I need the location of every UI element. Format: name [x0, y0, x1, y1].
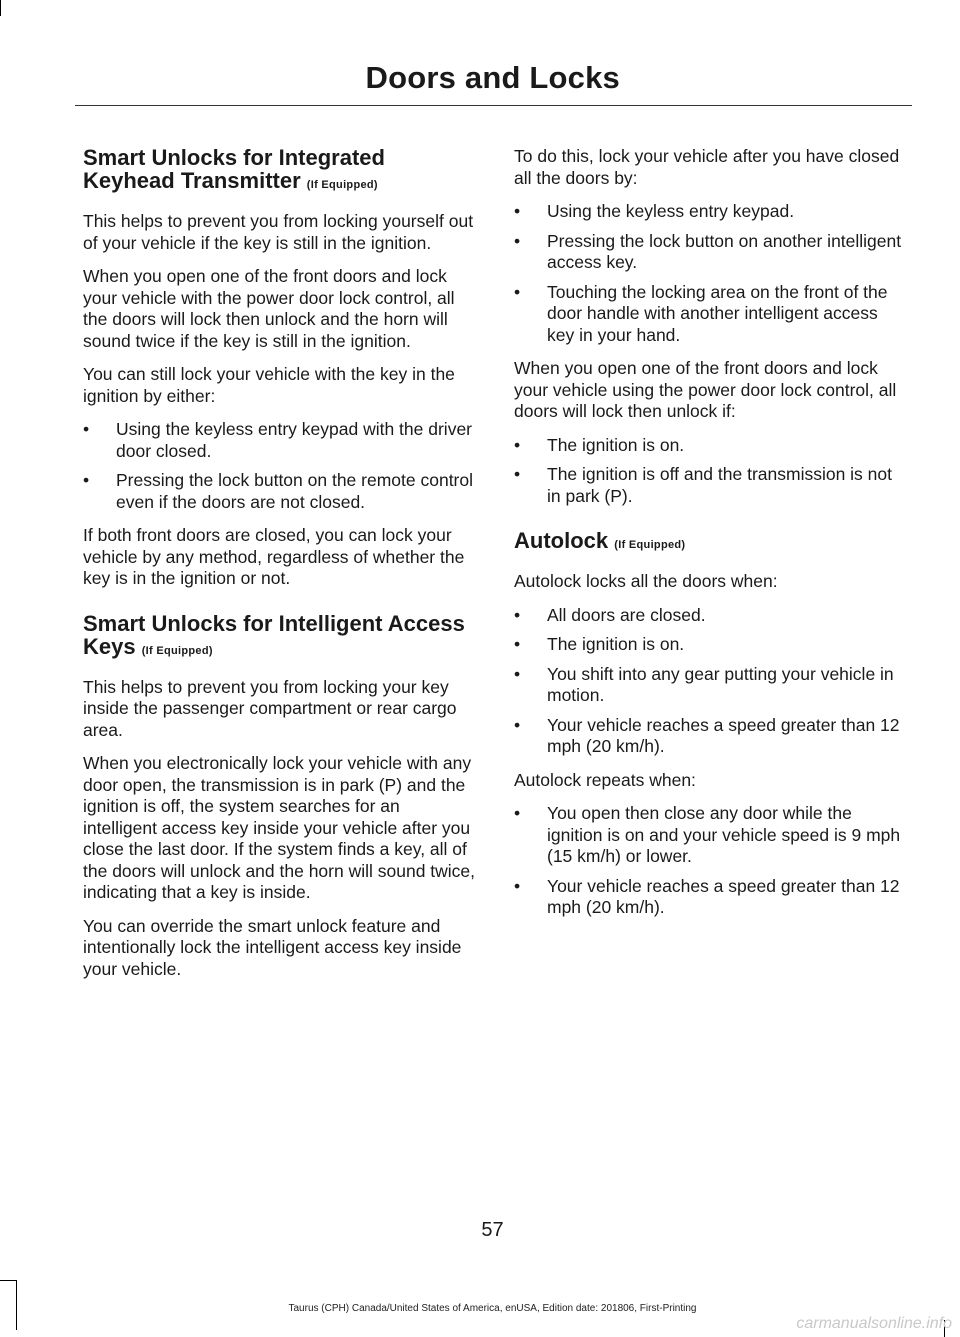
list-item: • Touching the locking area on the front of the door handle with another intelligent access key in your hand.	[514, 281, 888, 345]
list-item: • The ignition is off and the transmission is not in park (P).	[514, 464, 893, 506]
list-item: • Pressing the lock button on another intelligent access key.	[514, 230, 902, 272]
crop-mark-top-left	[0, 0, 1, 16]
bullet-icon: •	[514, 634, 521, 654]
paragraph: If both front doors are closed, you can lock your vehicle by any method, regardless of whether the key is in the ignition or not.	[83, 525, 465, 588]
bullet-icon: •	[514, 201, 521, 221]
list-item: • The ignition is on.	[514, 434, 685, 455]
paragraph: When you electronically lock your vehicle with any door open, the transmission is in park (P) and the ignition is off, the system searches for an intelligent access key inside your vehicle after you close the last door. If the system finds a key, all of the doors will unlock and the horn will sound twice, indicating that a key is inside.	[83, 753, 476, 902]
section-heading-smart-unlocks-keyhead: Smart Unlocks for Integrated Keyhead Transmitter (If Equipped)	[83, 145, 385, 193]
if-equipped-label: (If Equipped)	[614, 539, 686, 551]
bullet-icon: •	[514, 604, 521, 625]
paragraph: Autolock repeats when:	[514, 769, 696, 790]
page-header-title: Doors and Locks	[365, 60, 620, 95]
list-item: • Using the keyless entry keypad with the driver door closed.	[83, 419, 472, 461]
paragraph: You can override the smart unlock feature and intentionally lock the intelligent access key inside your vehicle.	[83, 915, 462, 979]
bullet-list	[83, 419, 478, 513]
list-item: • Your vehicle reaches a speed greater than 12 mph (20 km/h).	[514, 714, 900, 756]
section-heading-autolock: Autolock (If Equipped)	[514, 528, 686, 553]
right-column	[514, 146, 909, 931]
bullet-icon: •	[514, 281, 521, 302]
bullet-list	[514, 201, 909, 346]
list-item: • You open then close any door while the ignition is on and your vehicle speed is 9 mph (15 km/h) or lower.	[514, 803, 901, 866]
list-item: • Pressing the lock button on the remote control even if the doors are not closed.	[83, 470, 474, 512]
crop-mark-bottom-left	[0, 1280, 16, 1281]
paragraph: This helps to prevent you from locking yourself out of your vehicle if the key is still in the ignition.	[83, 211, 474, 253]
paragraph: Autolock locks all the doors when:	[514, 571, 778, 591]
paragraph: You can still lock your vehicle with the key in the ignition by either:	[83, 364, 455, 406]
bullet-icon: •	[83, 419, 90, 439]
bullet-icon: •	[514, 803, 521, 823]
bullet-icon: •	[514, 714, 521, 735]
edition-footer: Taurus (CPH) Canada/United States of America, enUSA, Edition date: 201806, First-Printing	[288, 1303, 697, 1314]
if-equipped-label: (If Equipped)	[306, 179, 378, 191]
header-divider	[75, 105, 912, 106]
section-heading-smart-unlocks-intelligent: Smart Unlocks for Intelligent Access Keys (If Equipped)	[83, 610, 465, 659]
bullet-icon: •	[514, 434, 521, 455]
bullet-list	[514, 435, 909, 508]
watermark-text: carmanualsonline.info	[796, 1315, 952, 1332]
left-column	[83, 146, 478, 992]
bullet-list	[514, 605, 909, 758]
list-item: • The ignition is on.	[514, 634, 685, 654]
bullet-icon: •	[514, 464, 521, 484]
bullet-icon: •	[514, 230, 521, 251]
list-item: • You shift into any gear putting your vehicle in motion.	[514, 663, 894, 705]
list-item: • All doors are closed.	[514, 604, 706, 625]
paragraph: When you open one of the front doors and lock your vehicle with the power door lock control, all the doors will lock then unlock and the horn will sound twice if the key is still in the ignition.	[83, 266, 455, 351]
paragraph: When you open one of the front doors and lock your vehicle using the power door lock control, all doors will lock then unlock if:	[514, 358, 897, 421]
if-equipped-label: (If Equipped)	[141, 644, 213, 657]
paragraph: This helps to prevent you from locking your key inside the passenger compartment or rear cargo area.	[83, 676, 457, 740]
bullet-icon: •	[514, 663, 521, 684]
bullet-icon: •	[514, 875, 521, 896]
paragraph: To do this, lock your vehicle after you have closed all the doors by:	[514, 146, 900, 188]
bullet-icon: •	[83, 470, 90, 490]
list-item: • Using the keyless entry keypad.	[514, 201, 795, 221]
list-item: • Your vehicle reaches a speed greater than 12 mph (20 km/h).	[514, 875, 900, 917]
page-number: 57	[481, 1219, 504, 1241]
bullet-list	[514, 803, 909, 919]
